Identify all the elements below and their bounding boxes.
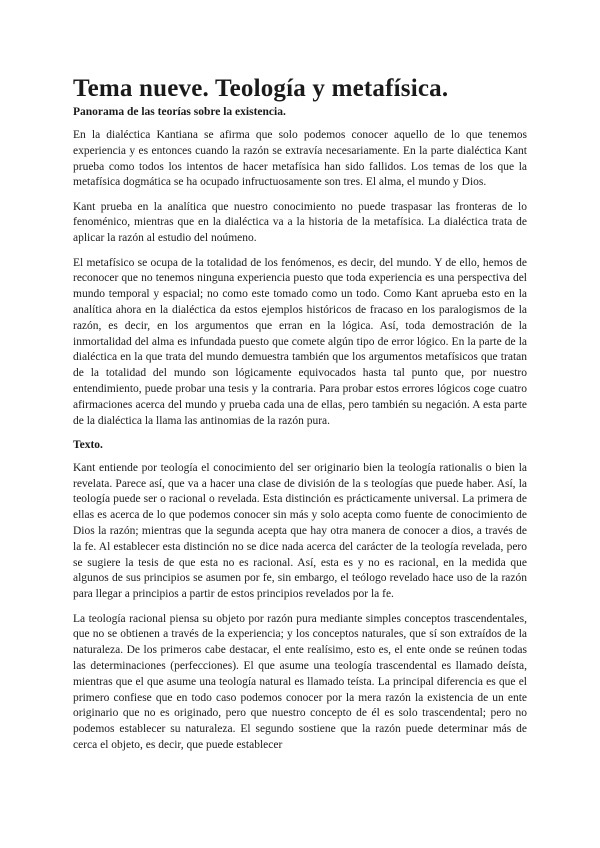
paragraph: Kant prueba en la analítica que nuestro conocimiento no puede traspasar las fronteras de lo fenoménico, mientras que en la dialéctica va a la historia de la metafísica. La dialéctica trata de aplicar la razón al estudio del noúmeno. — [73, 200, 527, 245]
paragraph: Kant entiende por teología el conocimiento del ser originario bien la teología rationalis o bien la revelata. Parece así, que va a hacer una clase de división de la s teologías que puede haber. Así, la teología puede ser o racional o revelada. Esta distinción es prácticamente universal. La primera de ellas es acerca de lo que podemos conocer sin más y solo acepta como fuente de conocimiento de Dios la razón; mientras que la segunda acepta que hay otra manera de conocer a dios, a través de la fe. Al establecer esta distinción no se dice nada acerca del carácter de la teología revelada, pero se sugiere la tesis de que esta no es racional. Así, esta es y no es racional, en la medida que algunos de sus principios se asumen por fe, sin embargo, el teólogo revelado hace uso de la razón para llegar a principios a partir de estos principios revelados por la fe. — [73, 461, 527, 601]
paragraph: En la dialéctica Kantiana se afirma que solo podemos conocer aquello de lo que tenemos experiencia y es entonces cuando la razón se extravía necesariamente. En la parte dialéctica Kant prueba como todos los intentos de hacer metafísica han sido fallidos. Los temas de los que la metafísica dogmática se ha ocupado infructuosamente son tres. El alma, el mundo y Dios. — [73, 129, 527, 189]
document-title: Tema nueve. Teología y metafísica. — [73, 75, 449, 102]
paragraph: El metafísico se ocupa de la totalidad de los fenómenos, es decir, del mundo. Y de ello, hemos de reconocer que no tenemos ninguna experiencia puesto que toda experiencia es una perspectiva del mundo temporal y espacial; no como este tomado como un todo. Como Kant aprueba esto en la analítica ahora en la dialéctica da estos ejemplos históricos de fracaso en los paralogismos de la razón, es decir, en los argumentos que erran en la lógica. Así, toda demostración de la inmortalidad del alma es infundada puesto que comete algún tipo de error lógico. En la parte de la dialéctica en la que trata del mundo demuestra también que los argumentos metafísicos que tratan de la totalidad del mundo son lógicamente equivocados hasta tal punto que, por nuestro entendimiento, puede probar una tesis y la contraria. Para probar estos errores lógicos coge cuatro afirmaciones acerca del mundo y prueba cada una de ellas, pero también su negación. A esta parte de la dialéctica la llama las antinomias de la razón pura. — [73, 256, 527, 427]
document-subtitle: Panorama de las teorías sobre la existencia. — [73, 106, 286, 118]
paragraph: La teología racional piensa su objeto por razón pura mediante simples conceptos trascendentales, que no se obtienen a través de la experiencia; y los conceptos naturales, que sí son extraídos de la naturaleza. De los primeros cabe destacar, el ente realísimo, esto es, el ente onde se reúnen todas las determinaciones (perfecciones). El que asume una teología trascendental es llamado deísta, mientras que el que asume una teología natural es llamado teísta. La principal diferencia es que el primero confiese que en todo caso podemos conocer por la mera razón la existencia de un ente originario que no es originado, pero que nuestro concepto de él es solo trascendental; pero no podemos establecer su naturaleza. El segundo sostiene que la razón puede determinar más de cerca el objeto, es decir, que puede establecer — [73, 612, 527, 751]
section-heading: Texto. — [73, 438, 103, 451]
